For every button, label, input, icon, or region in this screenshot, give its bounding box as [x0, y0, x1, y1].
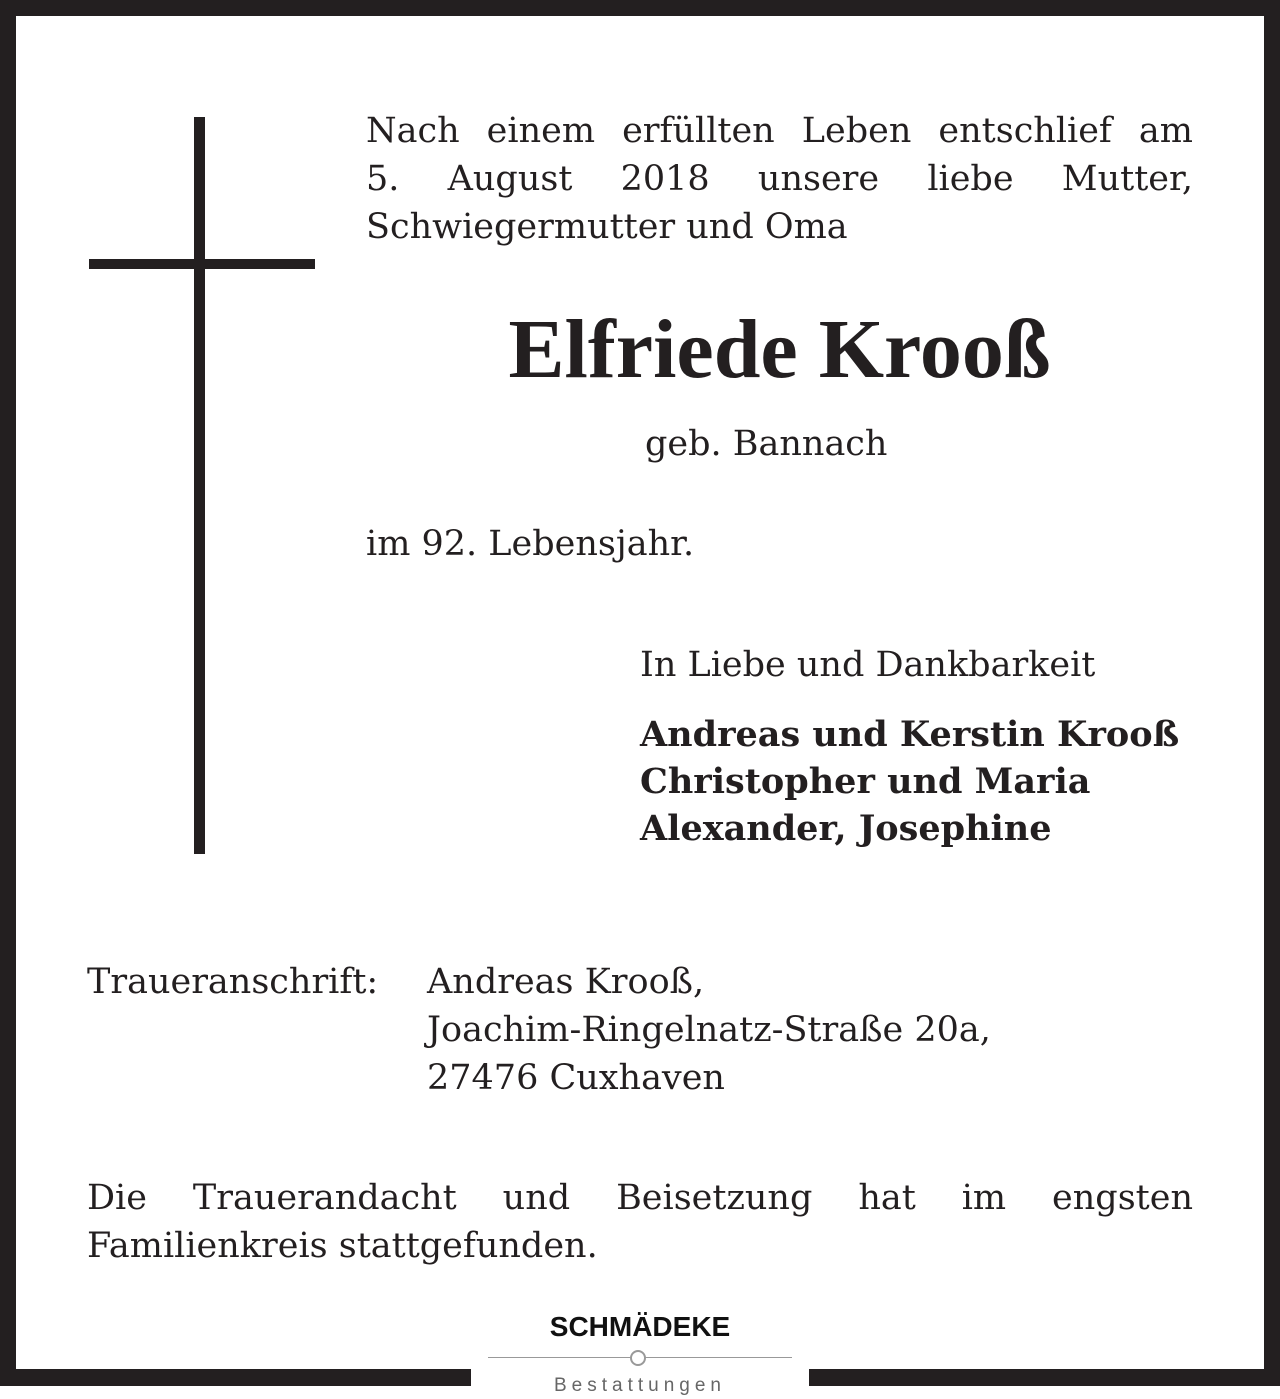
- address-line-3: 27476 Cuxhaven: [427, 1058, 725, 1098]
- address-line-1: Andreas Krooß,: [427, 962, 705, 1002]
- family-line-1: Andreas und Kerstin Krooß: [640, 714, 1180, 755]
- funeral-home-logo-subtitle: Bestattungen: [554, 1375, 726, 1396]
- address-label: Traueranschrift:: [87, 962, 379, 1002]
- intro-line-2: 5. August 2018 unsere liebe Mutter,: [366, 159, 1193, 199]
- family-line-2: Christopher und Maria: [640, 761, 1091, 802]
- cross-icon-horizontal: [89, 259, 315, 269]
- intro-line-1: Nach einem erfüllten Leben entschlief am: [366, 111, 1193, 151]
- notice-line-1: Die Trauerandacht und Beisetzung hat im engsten: [87, 1178, 1193, 1218]
- age-line: im 92. Lebensjahr.: [366, 524, 695, 564]
- funeral-home-logo-name: SCHMÄDEKE: [549, 1311, 731, 1342]
- logo-ring-icon: [630, 1350, 646, 1366]
- family-line-3: Alexander, Josephine: [640, 808, 1052, 849]
- cross-icon-vertical: [194, 117, 205, 854]
- closing-line: In Liebe und Dankbarkeit: [640, 645, 1096, 685]
- intro-line-3: Schwiegermutter und Oma: [366, 207, 848, 247]
- address-line-2: Joachim-Ringelnatz-Straße 20a,: [427, 1010, 991, 1050]
- deceased-name: Elfriede Krooß: [508, 303, 1051, 396]
- notice-line-2: Familienkreis stattgefunden.: [87, 1226, 598, 1266]
- birth-name: geb. Bannach: [645, 424, 888, 464]
